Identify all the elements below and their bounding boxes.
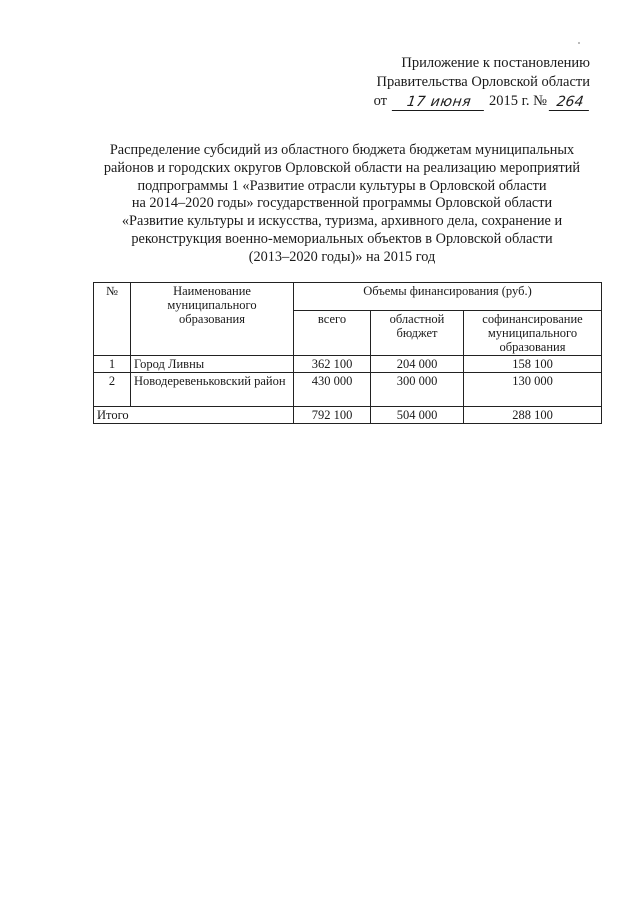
table-row: [94, 373, 602, 407]
handwritten-number: 264: [549, 94, 591, 111]
header-line-2: Правительства Орловской области: [376, 74, 590, 90]
header-number: №: [94, 283, 131, 356]
date-prefix: от: [373, 93, 387, 109]
total-regional: 504 000: [371, 407, 464, 424]
title-line: на 2014–2020 годы» государственной программы Орловской области: [131, 195, 553, 212]
header-total: всего: [294, 311, 371, 356]
header-name: Наименование муниципального образования: [131, 283, 294, 356]
handwritten-date: 17 июня: [392, 94, 486, 111]
cell-regional: 300 000: [371, 373, 464, 407]
total-cofinancing: 288 100: [464, 407, 602, 424]
cell-cofinancing: 158 100: [464, 356, 602, 373]
cell-total: 362 100: [294, 356, 371, 373]
header-funding-group: Объемы финансирования (руб.): [294, 283, 602, 311]
cell-number: 1: [94, 356, 131, 373]
title-line: районов и городских округов Орловской области на реализацию мероприятий: [103, 159, 581, 176]
subsidy-table: [93, 282, 602, 424]
cell-regional: 204 000: [371, 356, 464, 373]
scan-dot: [578, 42, 580, 44]
cell-cofinancing: 130 000: [464, 373, 602, 407]
cell-number: 2: [94, 373, 131, 407]
title-line: реконструкция военно-мемориальных объектов в Орловской области: [131, 230, 553, 247]
title-line: «Развитие культуры и искусства, туризма, архивного дела, сохранение и: [121, 213, 563, 230]
total-sum: 792 100: [294, 407, 371, 424]
title-line: подпрограммы 1 «Развитие отрасли культуры в Орловской области: [137, 177, 547, 194]
header-cofinancing: софинансирование муниципального образования: [464, 311, 602, 356]
title-line: (2013–2020 годы)» на 2015 год: [248, 248, 436, 265]
table-header-row: [94, 283, 602, 311]
total-label: Итого: [94, 407, 294, 424]
title-line: Распределение субсидий из областного бюджета бюджетам муниципальных: [109, 142, 575, 158]
table-total-row: [94, 407, 602, 424]
header-regional: областной бюджет: [371, 311, 464, 356]
cell-name: Новодеревеньковский район: [131, 373, 294, 407]
cell-name: Город Ливны: [131, 356, 294, 373]
table-row: [94, 356, 602, 373]
date-year: 2015 г. №: [488, 93, 547, 109]
document-header: [330, 54, 590, 111]
header-date-line: [330, 92, 590, 111]
document-title: [82, 142, 602, 267]
header-line-1: Приложение к постановлению: [401, 55, 590, 71]
cell-total: 430 000: [294, 373, 371, 407]
